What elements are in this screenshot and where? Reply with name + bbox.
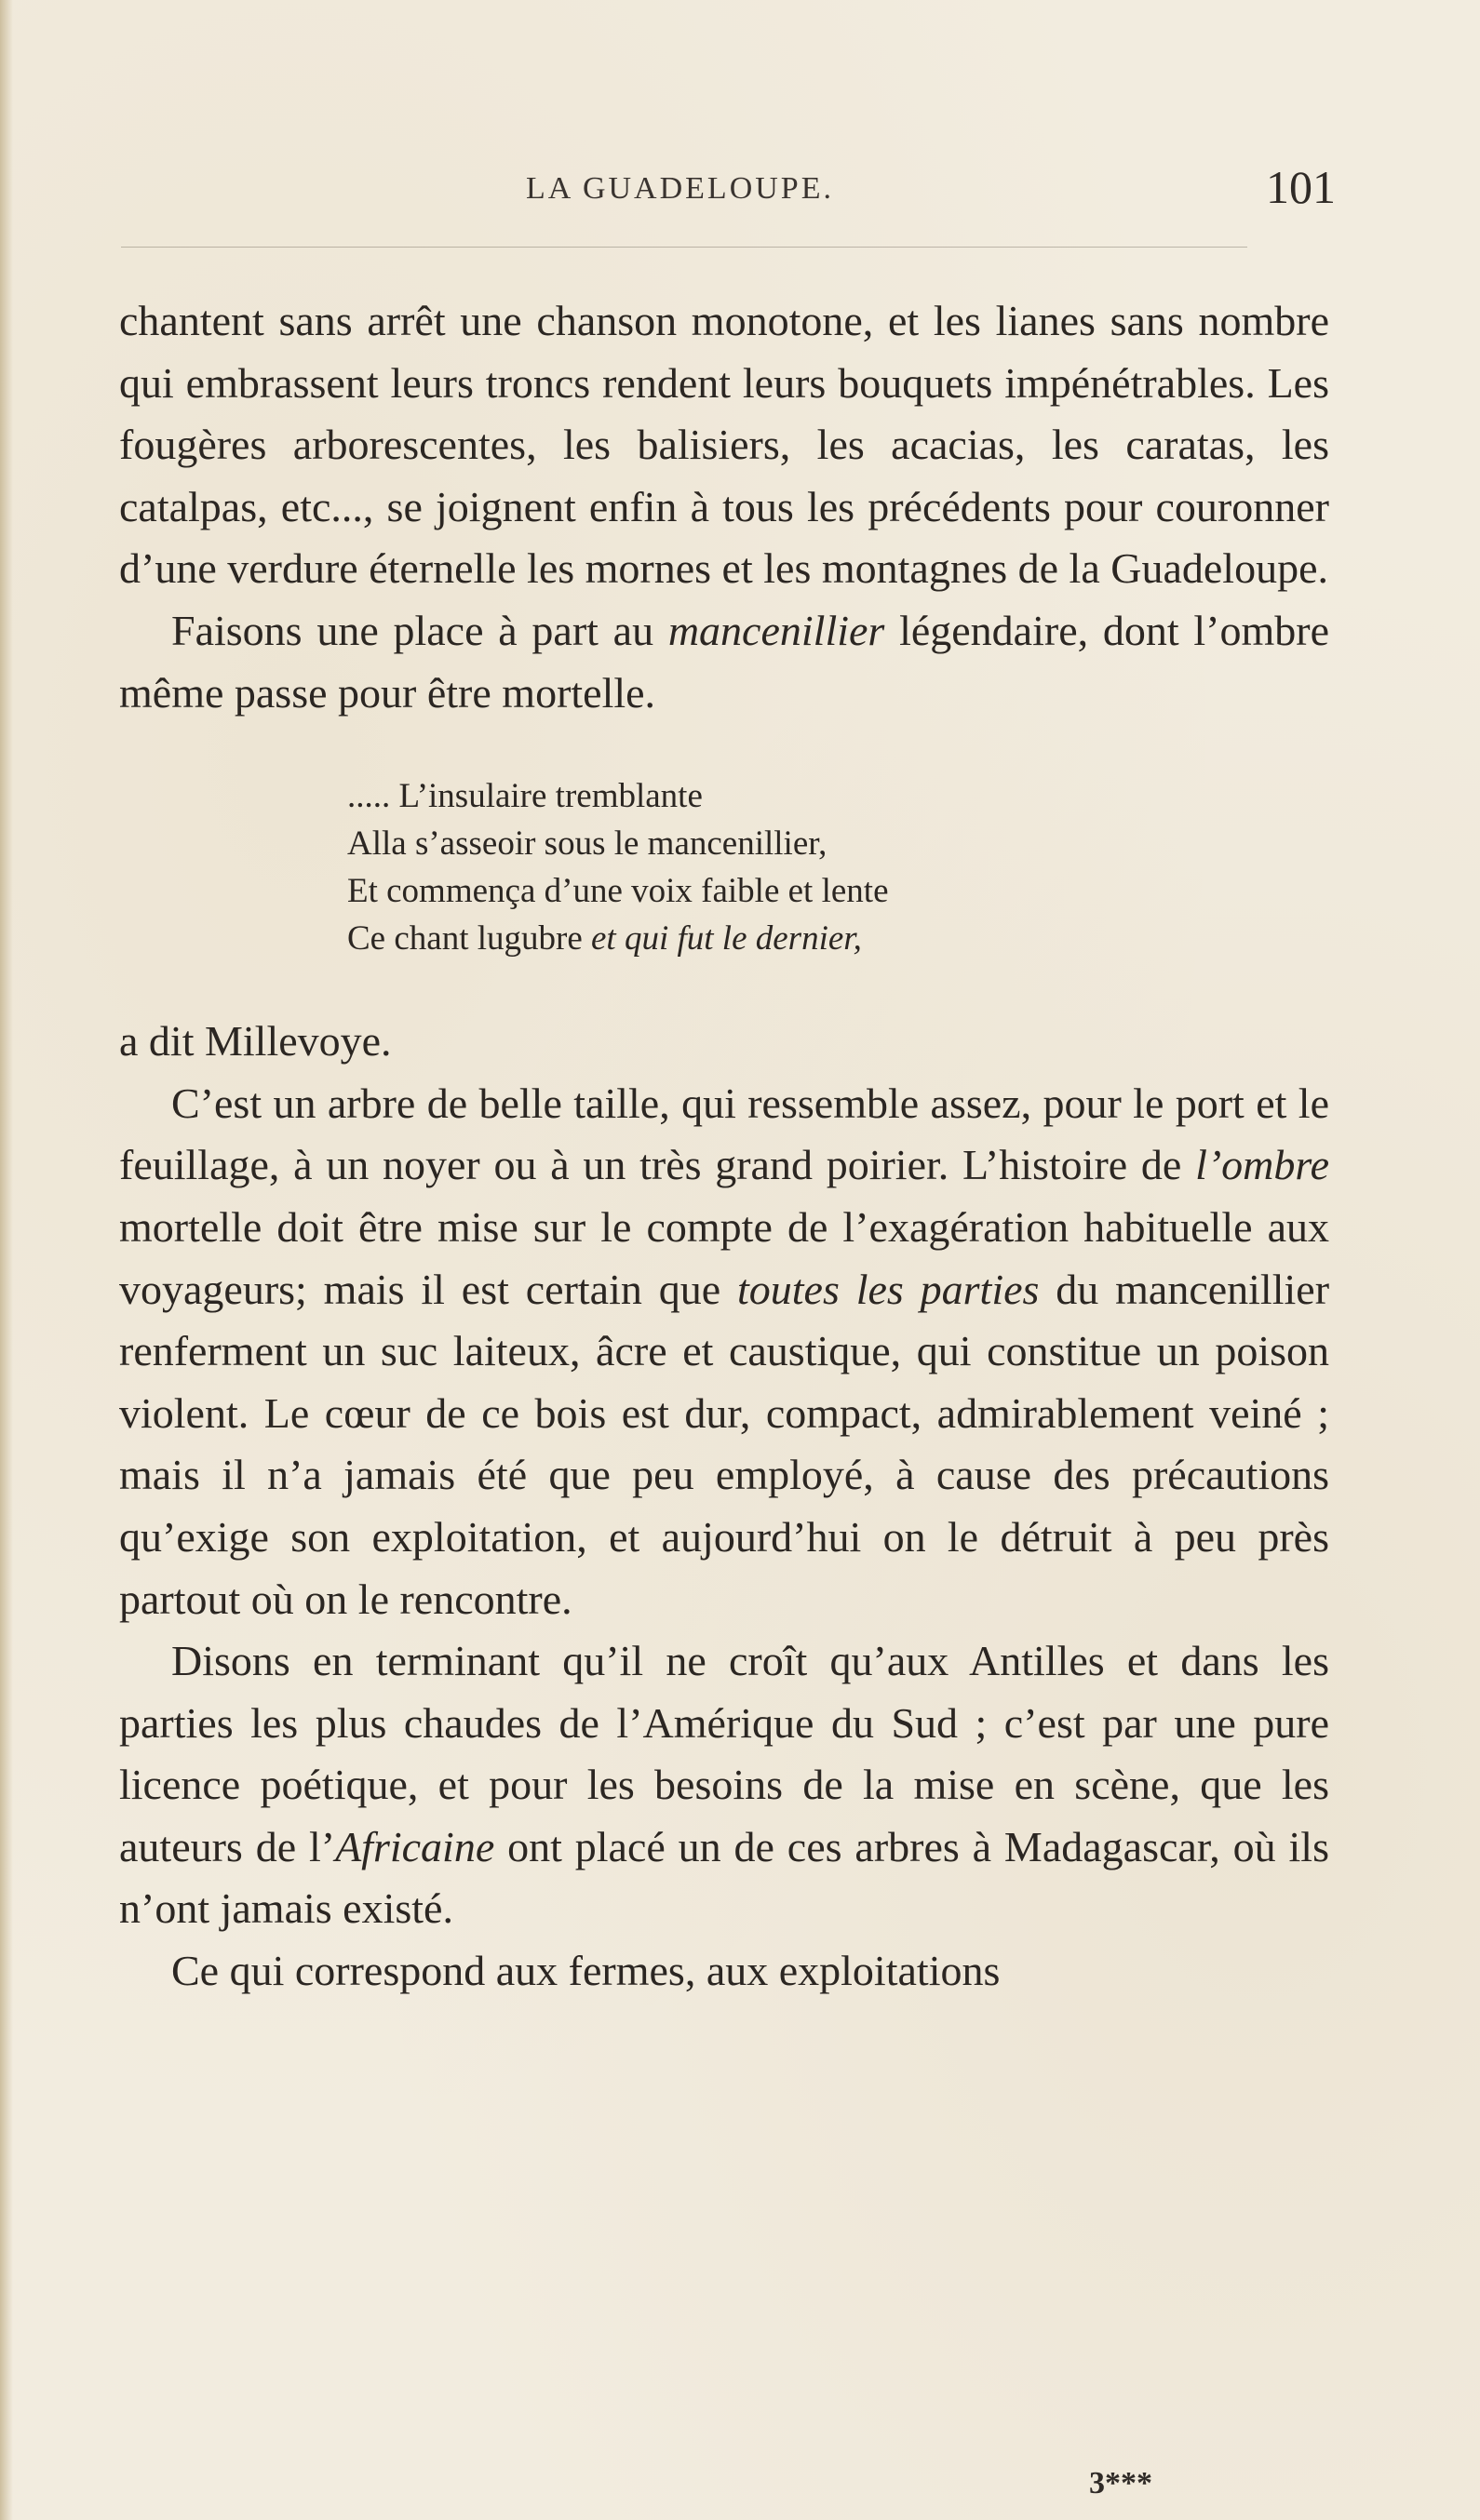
body-text: [119, 290, 1329, 2003]
paragraph-4-text-a: C’est un arbre de belle taille, qui ressemble assez, pour le port et le feuillage, à un noyer ou à un très grand poirier. L’histoire de: [119, 1079, 1329, 1189]
quote-line-2: Alla s’asseoir sous le mancenillier,: [347, 824, 827, 864]
running-title: LA GUADELOUPE.: [526, 171, 834, 206]
signature-mark: 3***: [1089, 2466, 1152, 2500]
quote-line-4: [347, 915, 1222, 962]
paragraph-2-text-a: Faisons une place à part au: [171, 606, 668, 654]
paragraph-5: [119, 1630, 1329, 1940]
paragraph-1: chantent sans arrêt une chanson monotone, et les lianes sans nombre qui embrassent leurs troncs rendent leurs bouquets impénétrables. Les fougères arborescentes, les balisiers, les acacias, les caratas, les catalpas, etc..., se joignent enfin à tous les précédents pour couronner d’une verdure éternelle les mornes et les montagnes de la Guadeloupe.: [119, 297, 1329, 593]
paragraph-6: Ce qui correspond aux fermes, aux exploitations: [171, 1947, 1001, 1995]
quote-line-3: Et commença d’une voix faible et lente: [347, 872, 889, 911]
paragraph-4: [119, 1073, 1329, 1630]
verse-quotation: [347, 772, 1222, 962]
header-rule: [121, 247, 1247, 248]
quote-line-4-text: Ce chant lugubre: [347, 919, 591, 958]
quote-line-4-italic: et qui fut le dernier,: [591, 919, 862, 958]
paragraph-5-text-a: Disons en terminant qu’il ne croît qu’aux Antilles et dans les parties les plus chaudes de l’Amérique du Sud ; c’est par une pure licence poétique, et pour les besoins de la mise en scène, que les auteurs de l’: [119, 1637, 1329, 1870]
paragraph-4-italic-ombre: l’ombre: [1195, 1141, 1329, 1189]
paragraph-4-text-c: mortelle doit être mise sur le compte de l’exagération habituelle aux voyageurs; mais il est certain que: [119, 1202, 1329, 1313]
paragraph-5-text-c: ont placé un de ces arbres à Madagascar, où ils n’ont jamais existé.: [119, 1822, 1329, 1933]
quote-line-1: ..... L’insulaire tremblante: [347, 777, 703, 816]
paragraph-4-text-e: du mancenillier renferment un suc laiteux, âcre et caustique, qui constitue un poison violent. Le cœur de ce bois est dur, compact, admirablement veiné ; mais il n’a jamais été que peu employé, à cause des précautions qu’exige son exploitation, et aujourd’hui on le détruit à peu près partout où on le rencontre.: [119, 1265, 1330, 1623]
paragraph-5-italic-africaine: Africaine: [335, 1822, 495, 1870]
paragraph-2: [119, 600, 1329, 724]
paragraph-2-italic-mancenillier: mancenillier: [667, 606, 885, 654]
paragraph-4-italic-toutes-les-parties: toutes les parties: [736, 1265, 1040, 1313]
paragraph-2-text-c: légendaire, dont l’ombre même passe pour être mortelle.: [119, 606, 1329, 717]
page-edge-shadow: [0, 0, 13, 2520]
paragraph-3: a dit Millevoye.: [119, 1017, 392, 1066]
page-number: 101: [1266, 161, 1336, 213]
page-header: [116, 160, 1336, 225]
